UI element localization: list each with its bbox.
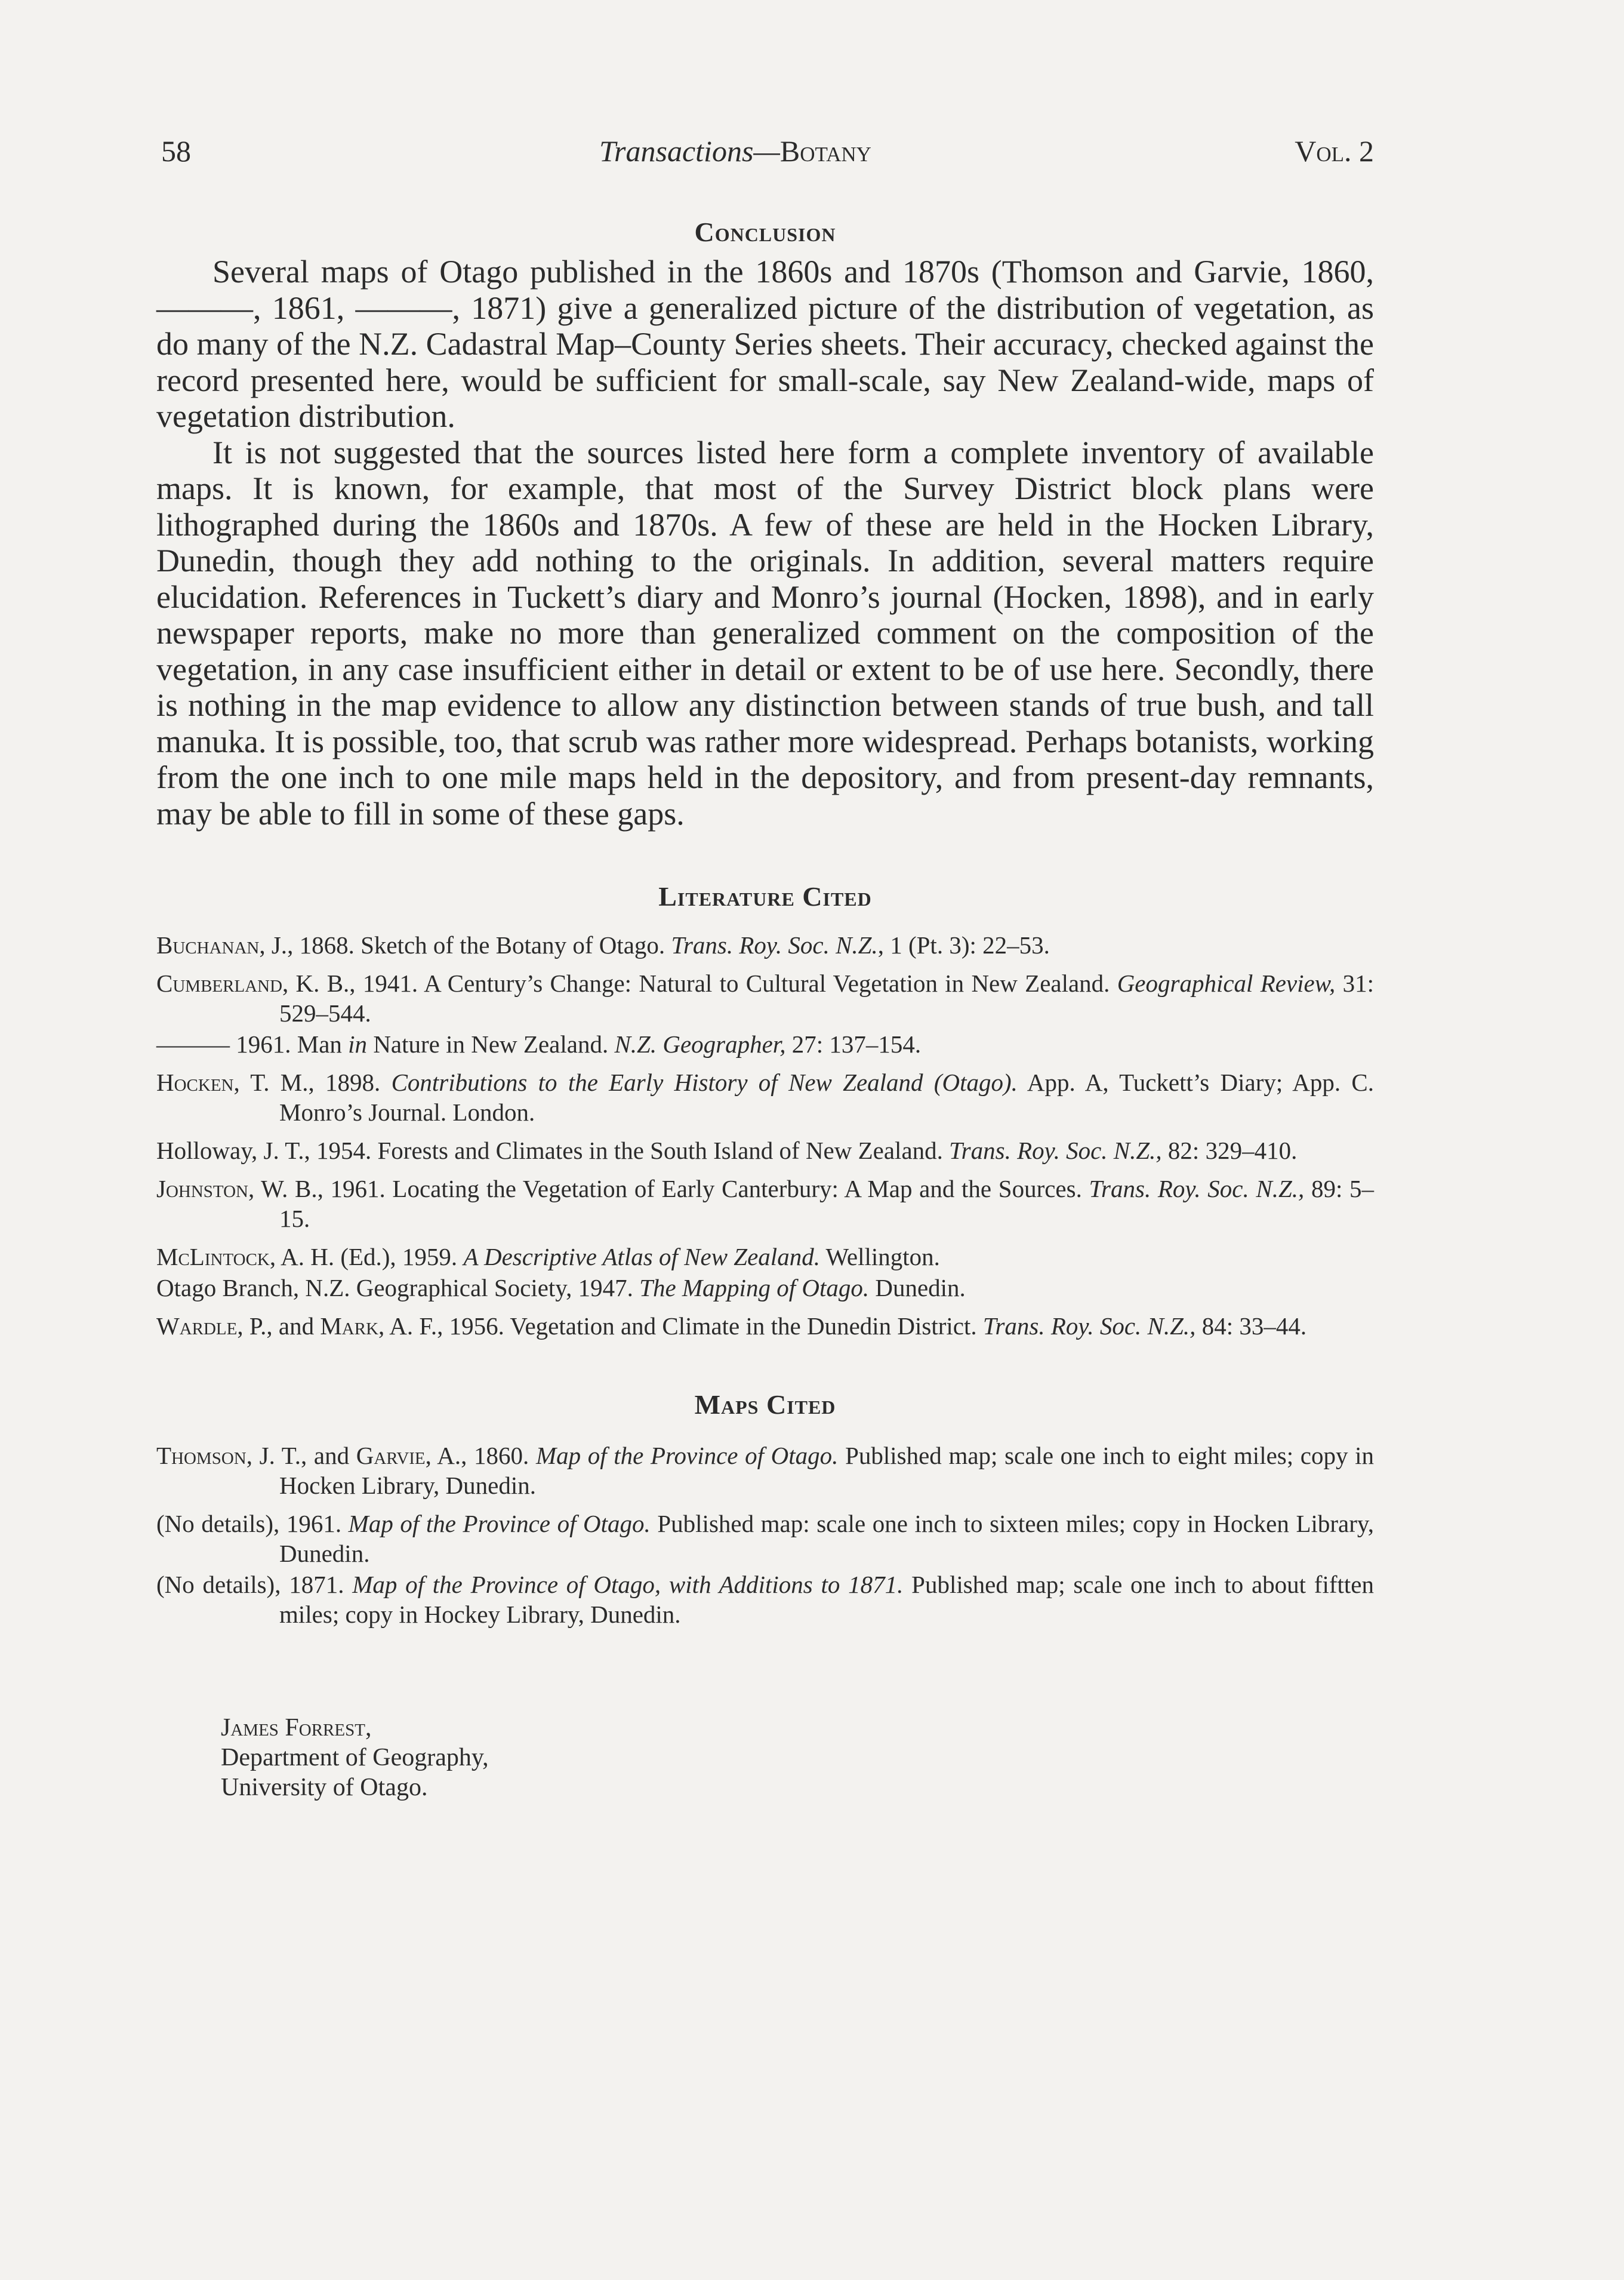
- running-head: [156, 130, 1374, 178]
- reference-entry: [156, 930, 1374, 960]
- ref-text: 31: 529–544.: [279, 970, 1374, 1027]
- maps-list: [156, 1441, 1374, 1629]
- ref-text: , 1 (Pt. 3): 22–53.: [877, 931, 1050, 959]
- ref-author: Mark, A. F.: [320, 1312, 437, 1340]
- ref-text: , 1961. Locating the Vegetation of Early Canterbury: A Map and the Sources.: [317, 1175, 1089, 1202]
- reference-entry: [156, 1136, 1374, 1165]
- ref-text: 82: 329–410.: [1161, 1137, 1298, 1164]
- ref-journal: Trans. Roy. Soc. N.Z.,: [949, 1137, 1162, 1164]
- reference-entry: [156, 968, 1374, 1028]
- conclusion-paragraph-2: It is not suggested that the sources listed here form a complete inventory of available maps. It is known, for example, that most of the Survey District block plans were lithographed during the 1860s and 1870s. A few of these are held in the Hocken Library, Dunedin, though they add nothing to the originals. In addition, several matters require elucidation. References in Tuckett’s diary and Monro’s journal (Hocken, 1898), and in early newspaper reports, make no more than generalized comment on the composition of the vegetation, in any case insufficient either in detail or extent to be of use here. Secondly, there is nothing in the map evidence to allow any distinction between stands of true bush, and tall manuka. It is possible, too, that scrub was rather more widespread. Perhaps botanists, working from the one inch to one mile maps held in the depository, and from present-day remnants, may be able to fill in some of these gaps.: [156, 434, 1374, 832]
- ref-text: 84: 33–44.: [1195, 1312, 1307, 1340]
- signature-university: University of Otago.: [221, 1774, 428, 1801]
- ref-text: 27: 137–154.: [785, 1030, 922, 1058]
- ref-journal: N.Z. Geographer,: [614, 1030, 786, 1058]
- reference-entry: [156, 1311, 1374, 1341]
- ref-text: Wellington.: [819, 1243, 940, 1270]
- map-entry: [156, 1570, 1374, 1629]
- signature-department: Department of Geography,: [221, 1744, 489, 1771]
- ref-title: Map of the Province of Otago, with Additions to 1871.: [352, 1571, 904, 1598]
- ref-text: Nature in New Zealand.: [367, 1030, 615, 1058]
- maps-heading: Maps Cited: [694, 1389, 836, 1420]
- journal-title-dash: —: [753, 134, 780, 168]
- ref-text: , 1956. Vegetation and Climate in the Dunedin District.: [437, 1312, 983, 1340]
- reference-entry: [156, 1242, 1374, 1272]
- ref-author: Wardle, P.: [156, 1312, 267, 1340]
- literature-heading: Literature Cited: [658, 881, 872, 912]
- ref-text: Published map; scale one inch to about fiftten miles; copy in Hockey Library, Dunedin.: [279, 1571, 1374, 1628]
- signature-name: James Forrest,: [221, 1714, 372, 1741]
- ref-text: Published map; scale one inch to eight miles; copy in Hocken Library, Dunedin.: [279, 1442, 1375, 1499]
- map-entry: [156, 1509, 1374, 1568]
- ref-text: , and: [301, 1442, 356, 1469]
- ref-text: Published map: scale one inch to sixteen miles; copy in Hocken Library, Dunedin.: [279, 1510, 1374, 1567]
- ref-text: (Ed.), 1959.: [334, 1243, 464, 1270]
- journal-section: Botany: [779, 134, 871, 168]
- ref-author: Buchanan, J.: [156, 931, 288, 959]
- ref-text: Holloway, J. T., 1954. Forests and Climates in the South Island of New Zealand.: [156, 1137, 950, 1164]
- page-content: [156, 130, 1374, 1802]
- map-entry: [156, 1441, 1374, 1500]
- ref-author: Cumberland, K. B.: [156, 970, 350, 997]
- journal-title: [599, 134, 871, 168]
- ref-journal: Trans. Roy. Soc. N.Z.,: [1089, 1175, 1305, 1202]
- ref-text: Otago Branch, N.Z. Geographical Society, 1947.: [156, 1274, 640, 1301]
- ref-title: Map of the Province of Otago.: [535, 1442, 839, 1469]
- literature-list: [156, 930, 1374, 1341]
- ref-author: Thomson, J. T.: [156, 1442, 301, 1469]
- conclusion-paragraph-1: Several maps of Otago published in the 1860s and 1870s (Thomson and Garvie, 1860, ———, 1861, ———, 1871) give a generalized picture of the distribution of vegetation, as do many of the N.Z. Cadastral Map–County Series sheets. Their accuracy, checked against the record presented here, would be sufficient for small-scale, say New Zealand-wide, maps of vegetation distribution.: [156, 254, 1374, 434]
- ref-author: Johnston, W. B.: [156, 1175, 318, 1202]
- ref-author: Garvie, A.: [356, 1442, 461, 1469]
- ref-text: App. A, Tuckett’s Diary; App. C. Monro’s Journal. London.: [279, 1069, 1375, 1126]
- ref-text: ——— 1961. Man: [156, 1030, 349, 1058]
- ref-journal: Trans. Roy. Soc. N.Z.: [671, 931, 878, 959]
- page-number: 58: [161, 134, 191, 168]
- ref-title: Contributions to the Early History of New Zealand (Otago).: [391, 1069, 1018, 1096]
- ref-text: , 1868. Sketch of the Botany of Otago.: [287, 931, 671, 959]
- reference-entry: [156, 1174, 1374, 1233]
- ref-text: (No details), 1871.: [156, 1571, 353, 1598]
- ref-author: McLintock, A. H.: [156, 1243, 335, 1270]
- reference-entry: [156, 1273, 1374, 1303]
- ref-text: , and: [266, 1312, 321, 1340]
- ref-title: A Descriptive Atlas of New Zealand.: [463, 1243, 820, 1270]
- ref-text: 89: 5–15.: [279, 1175, 1374, 1232]
- ref-italic: in: [348, 1030, 368, 1058]
- volume-label: Vol. 2: [1295, 134, 1374, 168]
- ref-text: , 1860.: [461, 1442, 536, 1469]
- reference-entry: [156, 1067, 1374, 1127]
- ref-text: Dunedin.: [869, 1274, 966, 1301]
- journal-title-italic: Transactions: [599, 134, 754, 168]
- ref-title: The Mapping of Otago.: [639, 1274, 870, 1301]
- ref-text: , 1941. A Century’s Change: Natural to Cultural Vegetation in New Zealand.: [349, 970, 1117, 997]
- author-signature: [221, 1713, 1374, 1802]
- ref-author: Hocken, T. M.: [156, 1069, 309, 1096]
- ref-text: (No details), 1961.: [156, 1510, 349, 1537]
- ref-journal: Geographical Review,: [1117, 970, 1336, 997]
- ref-text: , 1898.: [308, 1069, 392, 1096]
- conclusion-heading: Conclusion: [694, 217, 836, 247]
- ref-journal: Trans. Roy. Soc. N.Z.,: [982, 1312, 1196, 1340]
- ref-title: Map of the Province of Otago.: [348, 1510, 651, 1537]
- reference-entry: [156, 1029, 1374, 1059]
